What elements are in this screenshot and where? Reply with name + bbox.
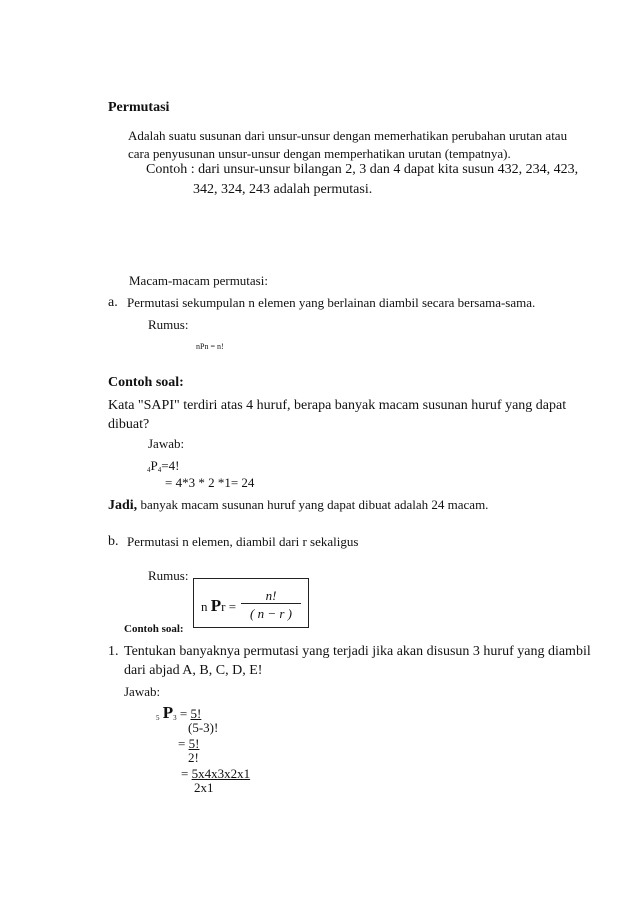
example-line-2: 342, 324, 243 adalah permutasi. — [193, 182, 373, 197]
problem-1-line-2: dibuat? — [108, 417, 150, 432]
formula-lhs — [201, 597, 236, 614]
formula-p: P — [210, 596, 222, 615]
formula-numerator: n! — [265, 588, 277, 603]
conclusion-bold: Jadi, — [108, 498, 138, 513]
problem-2-marker: 1. — [108, 644, 119, 659]
type-a-marker: a. — [108, 295, 118, 310]
example-line-1: Contoh : dari unsur-unsur bilangan 2, 3 dan 4 dapat kita susun 432, 234, 423, — [146, 162, 579, 177]
s1-denominator: (5-3)! — [188, 720, 219, 735]
type-b-text: Permutasi n elemen, diambil dari r sekaligus — [127, 534, 359, 549]
step-1-result: =4! — [161, 458, 180, 473]
type-b-formula-box — [193, 578, 309, 628]
s1-equals: = — [176, 706, 191, 721]
problem-1-step-2: = 4*3 * 2 *1= 24 — [165, 475, 255, 490]
step-1-subscript: 4 — [157, 466, 162, 474]
s1-pre-subscript: 5 — [156, 714, 160, 722]
s2-denominator: 2! — [188, 750, 199, 765]
problem-2-jawab: Jawab: — [124, 684, 161, 699]
formula-fraction-line — [241, 603, 301, 604]
problem-1-conclusion — [108, 498, 488, 513]
types-heading: Macam-macam permutasi: — [129, 273, 268, 288]
type-b-rumus-label: Rumus: — [148, 568, 189, 583]
contoh-soal-heading: Contoh soal: — [108, 375, 184, 390]
s1-p: P — [162, 703, 174, 722]
formula-n: n — [201, 599, 208, 614]
s3-equals: = — [181, 766, 192, 781]
s2-equals: = — [178, 736, 189, 751]
s3-numerator: 5x4x3x2x1 — [191, 766, 251, 781]
type-a-formula: nPn = n! — [196, 342, 224, 351]
formula-denominator: ( n − r ) — [250, 606, 292, 621]
conclusion-rest: banyak macam susunan huruf yang dapat dibuat adalah 24 macam. — [137, 497, 489, 512]
problem-1-line-1: Kata "SAPI" terdiri atas 4 huruf, berapa banyak macam susunan huruf yang dapat — [108, 398, 567, 413]
definition-line-1: Adalah suatu susunan dari unsur-unsur dengan memerhatikan perubahan urutan atau — [128, 128, 568, 143]
problem-2-step-2 — [178, 737, 199, 750]
step-1-p: P — [150, 458, 158, 473]
page-heading: Permutasi — [108, 100, 170, 115]
type-a-rumus-label: Rumus: — [148, 317, 189, 332]
definition-line-2: cara penyusunan unsur-unsur dengan memperhatikan urutan (tempatnya). — [128, 146, 511, 161]
s1-subscript: 3 — [173, 714, 177, 722]
problem-1-step-1 — [147, 459, 179, 474]
problem-1-jawab: Jawab: — [148, 436, 185, 451]
contoh-soal-small: Contoh soal: — [124, 623, 184, 635]
step-1-pre-subscript: 4 — [147, 466, 151, 474]
type-b-marker: b. — [108, 534, 119, 549]
type-a-text: Permutasi sekumpulan n elemen yang berlainan diambil secara bersama-sama. — [127, 295, 536, 310]
formula-r: r = — [221, 599, 237, 614]
s1-numerator: 5! — [190, 706, 202, 721]
problem-2-line-2: dari abjad A, B, C, D, E! — [124, 663, 263, 678]
s3-denominator: 2x1 — [194, 780, 214, 795]
s2-numerator: 5! — [188, 736, 200, 751]
problem-2-line-1: Tentukan banyaknya permutasi yang terjadi jika akan disusun 3 huruf yang diambil — [124, 644, 591, 659]
problem-2-step-3 — [181, 767, 250, 780]
